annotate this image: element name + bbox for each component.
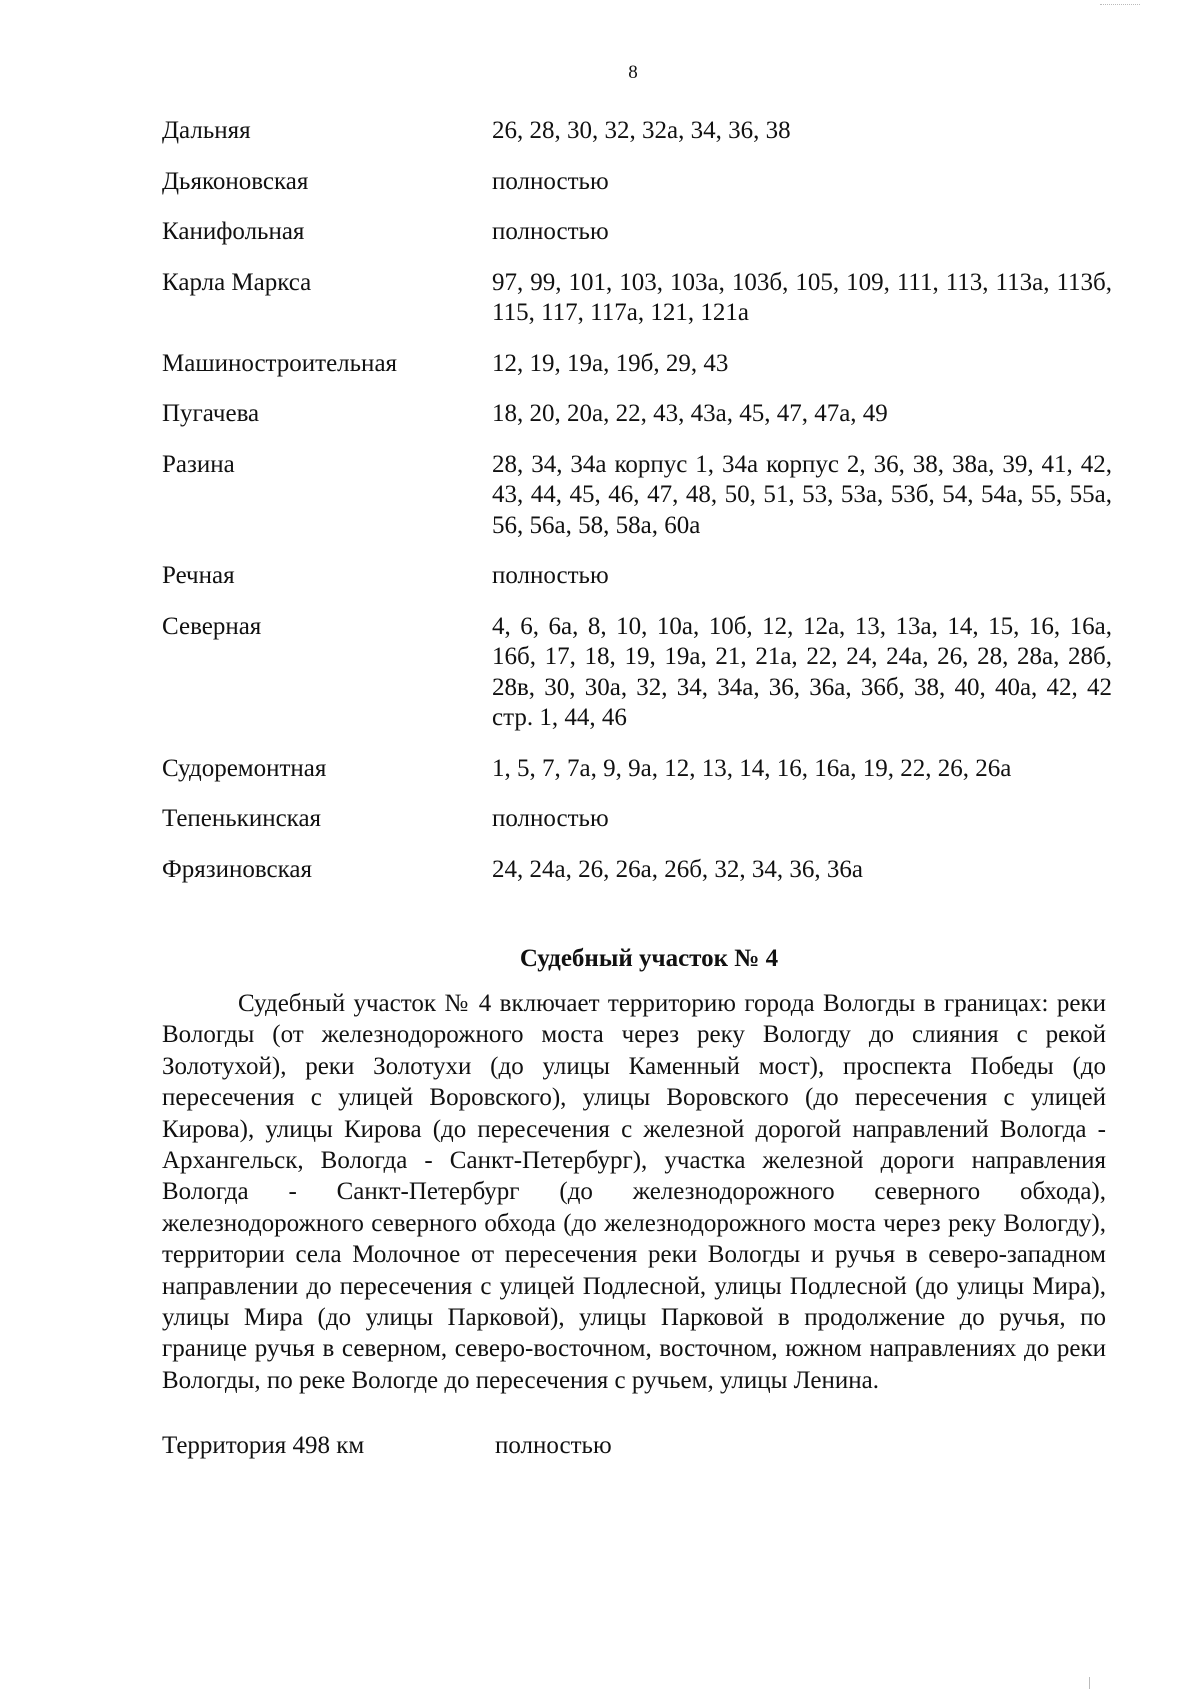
street-row [162,450,1112,542]
street-houses: 4, 6, 6а, 8, 10, 10а, 10б, 12, 12а, 13, 13а, 14, 15, 16, 16а, 16б, 17, 18, 19, 19а, 21, 21а, 22, 24, 24а, 26, 28, 28а, 28б, 28в, 30, 30а, 32, 34, 34а, 36, 36а, 36б, 38, 40, 40а, 42, 42 стр. 1, 44, 46 [492,612,1112,731]
street-houses: полностью [492,805,609,832]
street-houses: 12, 19, 19а, 19б, 29, 43 [492,349,729,377]
territory-name: Территория 498 км [162,1432,365,1460]
street-houses: 18, 20, 20а, 22, 43, 43а, 45, 47, 47а, 49 [492,400,888,427]
street-name: Фрязиновская [162,855,312,883]
street-houses: 97, 99, 101, 103, 103а, 103б, 105, 109, 111, 113, 113а, 113б, 115, 117, 117а, 121, 121а [492,268,1112,326]
street-houses: полностью [492,218,609,245]
street-row [162,217,1112,248]
street-name: Пугачева [162,400,260,427]
territory-houses: полностью [495,1432,612,1460]
street-name: Машиностроительная [162,349,398,377]
street-name: Судоремонтная [162,754,327,782]
court-district-section [162,944,1106,1461]
street-name: Речная [162,562,235,589]
page-number: 8 [628,62,638,83]
street-list [162,116,1112,905]
street-name: Тепенькинская [162,805,322,832]
street-name: Канифольная [162,218,305,245]
scan-edge-mark-top [1100,0,1140,5]
street-name: Северная [162,612,262,640]
street-row [162,268,1112,329]
street-row [162,612,1112,734]
street-row [162,754,1112,785]
street-houses: полностью [492,562,609,589]
street-houses: 24, 24а, 26, 26а, 26б, 32, 34, 36, 36а [492,855,864,883]
section-paragraph: Судебный участок № 4 включает территорию города Вологды в границах: реки Вологды (от железнодорожного моста через реку Вологду до слияния с рекой Золотухой), реки Золотухи (до улицы Каменный мост), проспекта Победы (до пересечения с улицей Воровского), улицы Воровского (до пересечения с улицей Кирова), улицы Кирова (до пересечения с железной дорогой направлений Вологда - Архангельск, Вологда - Санкт-Петербург), участка железной дороги направления Вологда - Санкт-Петербург (до железнодорожного северного обхода), железнодорожного северного обхода (до железнодорожного моста через реку Вологду), территории села Молочное от пересечения реки Вологды и ручья в северо-западном направлении до пересечения с улицей Подлесной, улицы Подлесной (до улицы Мира), улицы Мира (до улицы Парковой), улицы Парковой в продолжение до ручья, по границе ручья в северном, северо-восточном, восточном, южном направлениях до реки Вологды, по реке Вологде до пересечения с ручьем, улицы Ленина. [162,990,1106,1394]
territory-row [162,1430,1106,1461]
street-name: Разина [162,450,235,478]
street-row [162,167,1112,198]
scan-edge-mark-bottom [1089,1677,1130,1689]
street-row [162,561,1112,592]
street-row [162,116,1112,147]
street-row [162,855,1112,886]
street-name: Дальняя [162,117,251,144]
street-houses: полностью [492,167,609,195]
street-name: Дьяконовская [162,167,309,195]
street-houses: 28, 34, 34а корпус 1, 34а корпус 2, 36, 38, 38а, 39, 41, 42, 43, 44, 45, 46, 47, 48, 50, 51, 53, 53а, 53б, 54, 54а, 55, 55а, 56, 56а, 58, 58а, 60а [492,450,1112,539]
street-row [162,804,1112,835]
street-houses: 26, 28, 30, 32, 32а, 34, 36, 38 [492,117,791,144]
section-heading: Судебный участок № 4 [519,945,779,972]
street-name: Карла Маркса [162,268,312,296]
street-houses: 1, 5, 7, 7а, 9, 9а, 12, 13, 14, 16, 16а, 19, 22, 26, 26а [492,754,1012,782]
street-row [162,349,1112,380]
street-row [162,399,1112,430]
